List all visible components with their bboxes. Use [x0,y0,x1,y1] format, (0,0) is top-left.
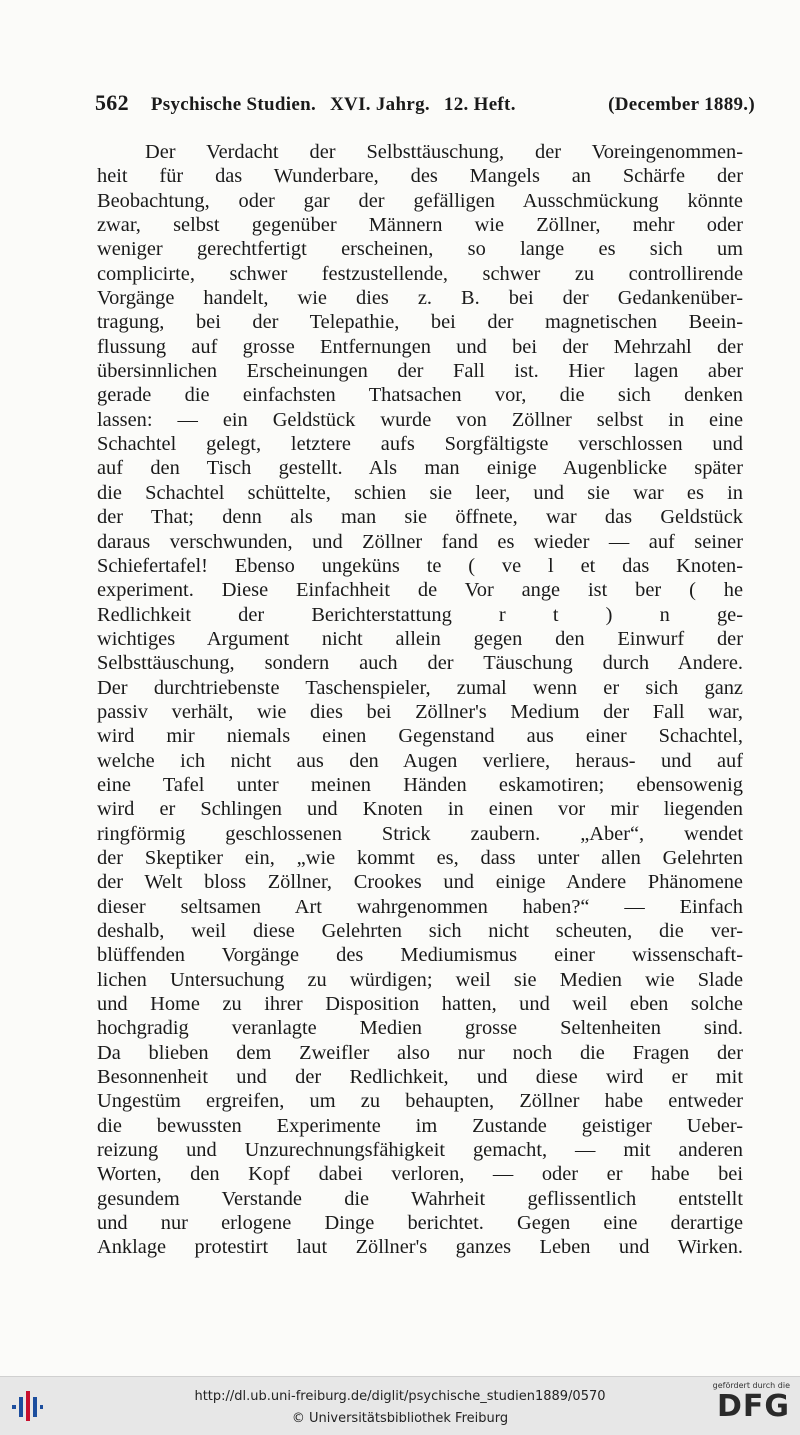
text-line: eine Tafel unter meinen Händen eskamotiren; ebensowenig [97,773,743,796]
text-line: wichtiges Argument nicht allein gegen den Einwurf der [97,627,743,650]
volume: XVI. Jahrg. [330,94,430,115]
text-line: der Welt bloss Zöllner, Crookes und einige Andere Phänomene [97,871,743,894]
dfg-tagline: gefördert durch die [712,1381,790,1390]
dfg-wordmark: DFG [716,1389,790,1424]
text-line: Der durchtriebenste Taschenspieler, zumal wenn er sich ganz [97,676,743,699]
text-line: auf den Tisch gestellt. Als man einige Augenblicke später [97,457,743,480]
text-line: wird er Schlingen und Knoten in einen vor mir liegenden [97,798,743,821]
text-line: der That; denn als man sie öffnete, war das Geldstück [97,506,743,529]
text-line: Anklage protestirt laut Zöllner's ganzes Leben und Wirken. [97,1236,743,1259]
page-url[interactable]: http://dl.ub.uni-freiburg.de/diglit/psychische_studien1889/0570 [194,1389,606,1404]
text-line: zwar, selbst gegenüber Männern wie Zöllner, mehr oder [97,214,743,237]
text-line: passiv verhält, wie dies bei Zöllner's Medium der Fall war, [97,700,743,723]
text-line: daraus verschwunden, und Zöllner fand es wieder — auf seiner [97,530,743,553]
text-line: ringförmig geschlossenen Strick zaubern. „Aber“, wendet [97,822,743,845]
text-line: und nur erlogene Dinge berichtet. Gegen eine derartige [97,1212,743,1235]
text-line: hochgradig veranlagte Medien grosse Seltenheiten sind. [97,1017,743,1040]
text-line: welche ich nicht aus den Augen verliere, heraus- und auf [97,749,743,772]
text-line: Redlichkeit der Berichterstattung r t ) n ge- [97,603,743,626]
text-line: complicirte, schwer festzustellende, schwer zu controllirende [97,262,743,285]
text-line: übersinnlichen Erscheinungen der Fall ist. Hier lagen aber [97,360,743,383]
issue-date: (December 1889.) [608,94,755,115]
text-line: experiment. Diese Einfachheit de Vor ange ist ber ( he [97,579,743,602]
text-line: blüffenden Vorgänge des Mediumismus einer wissenschaft- [97,944,743,967]
viewer-footer [0,1376,800,1435]
text-line: Schiefertafel! Ebenso ungeküns te ( ve l et das Knoten- [97,554,743,577]
page-number: 562 [95,90,129,115]
text-line: flussung auf grosse Entfernungen und bei der Mehrzahl der [97,335,743,358]
text-line: gesundem Verstande die Wahrheit geflissentlich entstellt [97,1187,743,1210]
dfg-logo[interactable] [700,1381,790,1431]
text-line: lichen Untersuchung zu würdigen; weil sie Medien wie Slade [97,968,743,991]
text-line: Da blieben dem Zweifler also nur noch die Fragen der [97,1041,743,1064]
text-line: Beobachtung, oder gar der gefälligen Ausschmückung könnte [97,189,743,212]
text-line: tragung, bei der Telepathie, bei der magnetischen Beein- [97,311,743,334]
text-line: deshalb, weil diese Gelehrten sich nicht scheuten, die ver- [97,920,743,942]
issue: 12. Heft. [443,94,516,115]
text-line: heit für das Wunderbare, des Mangels an Schärfe der [97,165,743,188]
text-line: Vorgänge handelt, wie dies z. B. bei der Gedankenüber- [97,287,743,310]
text-line: Worten, den Kopf dabei verloren, — oder er habe bei [97,1163,743,1186]
text-line: weniger gerechtfertigt erscheinen, so lange es sich um [97,238,743,261]
text-line: Selbsttäuschung, sondern auch der Täuschung durch Andere. [97,652,743,675]
text-line: der Skeptiker ein, „wie kommt es, dass unter allen Gelehrten [97,846,743,869]
text-line: und Home zu ihrer Disposition hatten, und weil eben solche [97,993,743,1016]
copyright-notice: © Universitätsbibliothek Freiburg [291,1411,509,1426]
text-line: die Schachtel schüttelte, schien sie leer, und sie war es in [97,481,743,504]
body-text [97,140,743,1260]
text-line: reizung und Unzurechnungsfähigkeit gemacht, — mit anderen [97,1139,743,1162]
text-line: die bewussten Experimente im Zustande geistiger Ueber- [97,1114,743,1137]
text-line: Der Verdacht der Selbsttäuschung, der Voreingenommen- [145,141,743,163]
text-line: Schachtel gelegt, letztere aufs Sorgfältigste verschlossen und [97,433,743,456]
text-line: gerade die einfachsten Thatsachen vor, die sich denken [97,384,743,407]
text-line: Besonnenheit und der Redlichkeit, und diese wird er mit [97,1066,743,1089]
running-header [95,90,755,116]
text-line: wird mir niemals einen Gegenstand aus einer Schachtel, [97,725,743,748]
journal-title: Psychische Studien. [150,94,317,115]
text-line: dieser seltsamen Art wahrgenommen haben?“ — Einfach [97,895,743,918]
text-line: lassen: — ein Geldstück wurde von Zöllner selbst in eine [97,408,743,431]
text-line: Ungestüm ergreifen, um zu behaupten, Zöllner habe entweder [97,1090,743,1113]
